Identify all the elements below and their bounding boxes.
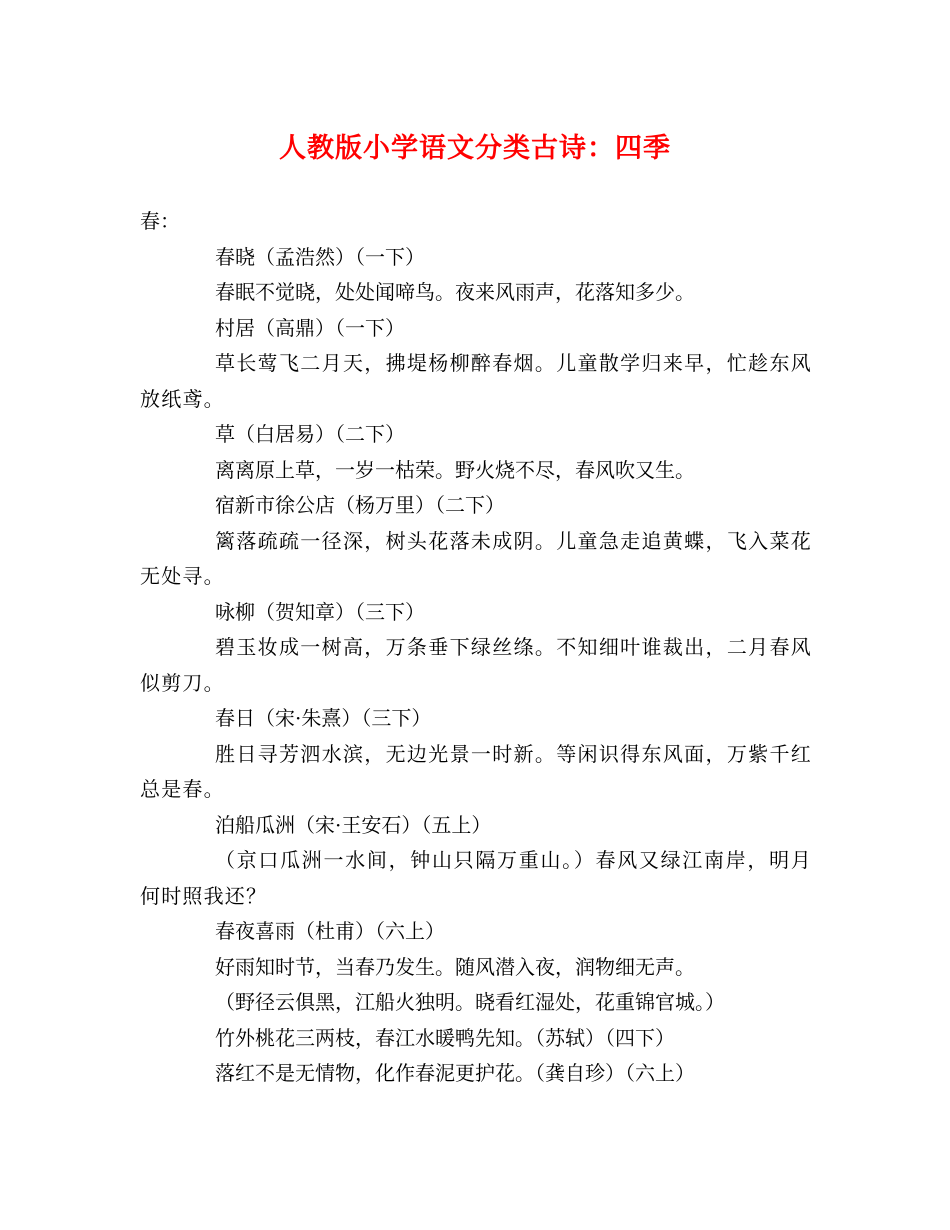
- poem-text-bochuanguazhou: （京口瓜洲一水间，钟山只隔万重山。）春风又绿江南岸，明月何时照我还？: [140, 848, 812, 908]
- poem-text-chunxiao: 春眠不觉晓，处处闻啼鸟。夜来风雨声，花落知多少。: [215, 280, 695, 304]
- poem-text-chunri: 胜日寻芳泗水滨，无边光景一时新。等闲识得东风面，万紫千红总是春。: [140, 741, 812, 801]
- poem-text-cao: 离离原上草，一岁一枯荣。野火烧不尽，春风吹又生。: [215, 457, 695, 482]
- poem-text-cunju: 草长莺飞二月天，拂堤杨柳醉春烟。儿童散学归来早，忙趁东风放纸鸢。: [140, 351, 812, 411]
- poem-excerpt-sushi: 竹外桃花三两枝，春江水暖鸭先知。（苏轼）（四下）: [215, 1025, 675, 1050]
- poem-title-chunxiao: 春晓（孟浩然）（一下）: [215, 244, 425, 269]
- poem-text-suxinshi: 篱落疏疏一径深，树头花落未成阴。儿童急走追黄蝶，飞入菜花无处寻。: [140, 528, 812, 588]
- poem-text-chunyexiyu-2: （野径云俱黑，江船火独明。晓看红湿处，花重锦官城。）: [215, 990, 725, 1014]
- poem-text-chunyexiyu-1: 好雨知时节，当春乃发生。随风潜入夜，润物细无声。: [215, 954, 695, 979]
- poem-title-chunri: 春日（宋·朱熹）（三下）: [215, 706, 432, 730]
- poem-title-chunyexiyu: 春夜喜雨（杜甫）（六上）: [215, 919, 445, 943]
- section-heading-spring: 春：: [140, 209, 180, 233]
- poem-title-bochuanguazhou: 泊船瓜洲（宋·王安石）（五上）: [215, 812, 492, 837]
- document-title: 人教版小学语文分类古诗：四季: [279, 133, 671, 164]
- document-body: [140, 204, 812, 1092]
- poem-title-yongliu: 咏柳（贺知章）（三下）: [215, 599, 425, 624]
- poem-excerpt-gongzizhen: 落红不是无情物，化作春泥更护花。（龚自珍）（六上）: [215, 1061, 695, 1085]
- poem-title-cunju: 村居（高鼎）（一下）: [215, 315, 405, 340]
- poem-title-suxinshi: 宿新市徐公店（杨万里）（二下）: [215, 493, 505, 517]
- poem-title-cao: 草（白居易）（二下）: [215, 422, 405, 446]
- poem-text-yongliu: 碧玉妆成一树高，万条垂下绿丝绦。不知细叶谁裁出，二月春风似剪刀。: [140, 635, 812, 695]
